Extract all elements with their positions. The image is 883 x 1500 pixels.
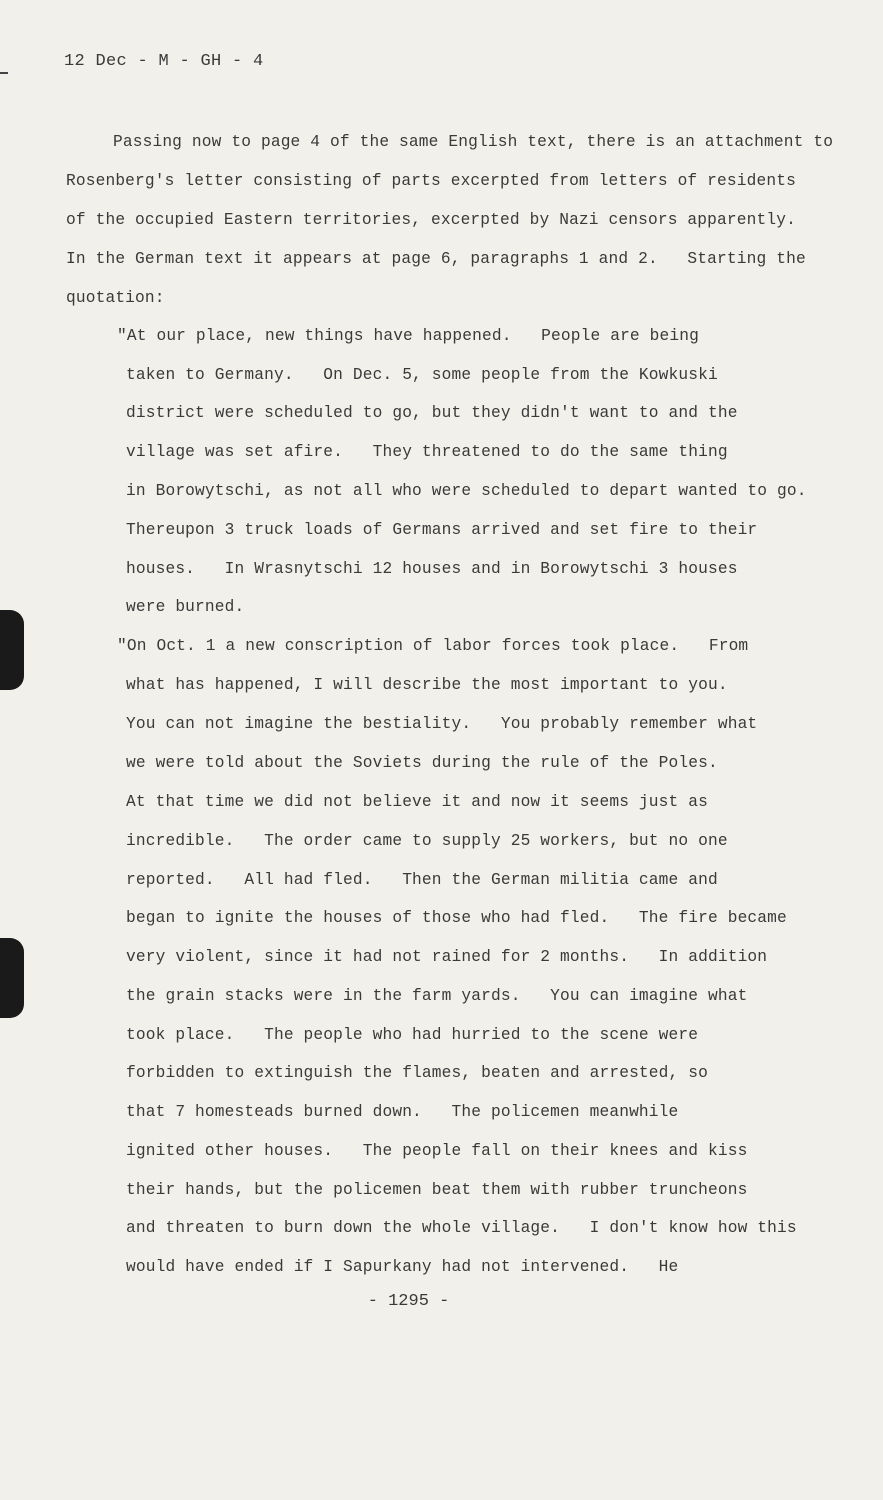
quote-line: forbidden to extinguish the flames, beaten and arrested, so xyxy=(126,1064,708,1082)
quote-line: the grain stacks were in the farm yards. You can imagine what xyxy=(126,987,748,1005)
quote-line: very violent, since it had not rained for 2 months. In addition xyxy=(126,948,768,966)
page-header: 12 Dec - M - GH - 4 xyxy=(64,52,264,71)
paragraph-line: Rosenberg's letter consisting of parts excerpted from letters of residents xyxy=(66,172,796,190)
quote-line: "On Oct. 1 a new conscription of labor forces took place. From xyxy=(117,637,749,655)
quote-line: reported. All had fled. Then the German militia came and xyxy=(126,871,718,889)
quote-line: village was set afire. They threatened to do the same thing xyxy=(126,443,728,461)
quote-line: what has happened, I will describe the most important to you. xyxy=(126,676,728,694)
edge-mark xyxy=(0,72,8,74)
quote-line: At that time we did not believe it and now it seems just as xyxy=(126,793,708,811)
quote-line: that 7 homesteads burned down. The policemen meanwhile xyxy=(126,1103,679,1121)
paragraph-line: In the German text it appears at page 6, paragraphs 1 and 2. Starting the xyxy=(66,250,806,268)
quote-line: would have ended if I Sapurkany had not intervened. He xyxy=(126,1258,679,1276)
page-number: - 1295 - xyxy=(367,1292,450,1311)
paragraph-line: of the occupied Eastern territories, excerpted by Nazi censors apparently. xyxy=(66,211,796,229)
quote-line: ignited other houses. The people fall on their knees and kiss xyxy=(126,1142,748,1160)
quote-line: taken to Germany. On Dec. 5, some people from the Kowkuski xyxy=(126,366,718,384)
quote-line: we were told about the Soviets during the rule of the Poles. xyxy=(126,754,718,772)
binder-hole xyxy=(0,938,24,1018)
paragraph-line: quotation: xyxy=(66,289,165,307)
quote-line: took place. The people who had hurried to the scene were xyxy=(126,1026,699,1044)
quote-line: houses. In Wrasnytschi 12 houses and in Borowytschi 3 houses xyxy=(126,560,738,578)
binder-hole xyxy=(0,610,24,690)
quote-line: in Borowytschi, as not all who were scheduled to depart wanted to go. xyxy=(126,482,807,500)
quote-line: were burned. xyxy=(126,598,245,616)
quote-line: incredible. The order came to supply 25 workers, but no one xyxy=(126,832,728,850)
quote-line: You can not imagine the bestiality. You probably remember what xyxy=(126,715,758,733)
quote-line: district were scheduled to go, but they didn't want to and the xyxy=(126,404,738,422)
paragraph-line: Passing now to page 4 of the same English text, there is an attachment to xyxy=(113,133,834,151)
quote-line: began to ignite the houses of those who had fled. The fire became xyxy=(126,909,787,927)
quote-line: their hands, but the policemen beat them with rubber truncheons xyxy=(126,1181,748,1199)
quote-line: "At our place, new things have happened. People are being xyxy=(117,327,699,345)
quote-line: and threaten to burn down the whole village. I don't know how this xyxy=(126,1219,797,1237)
quote-line: Thereupon 3 truck loads of Germans arrived and set fire to their xyxy=(126,521,758,539)
